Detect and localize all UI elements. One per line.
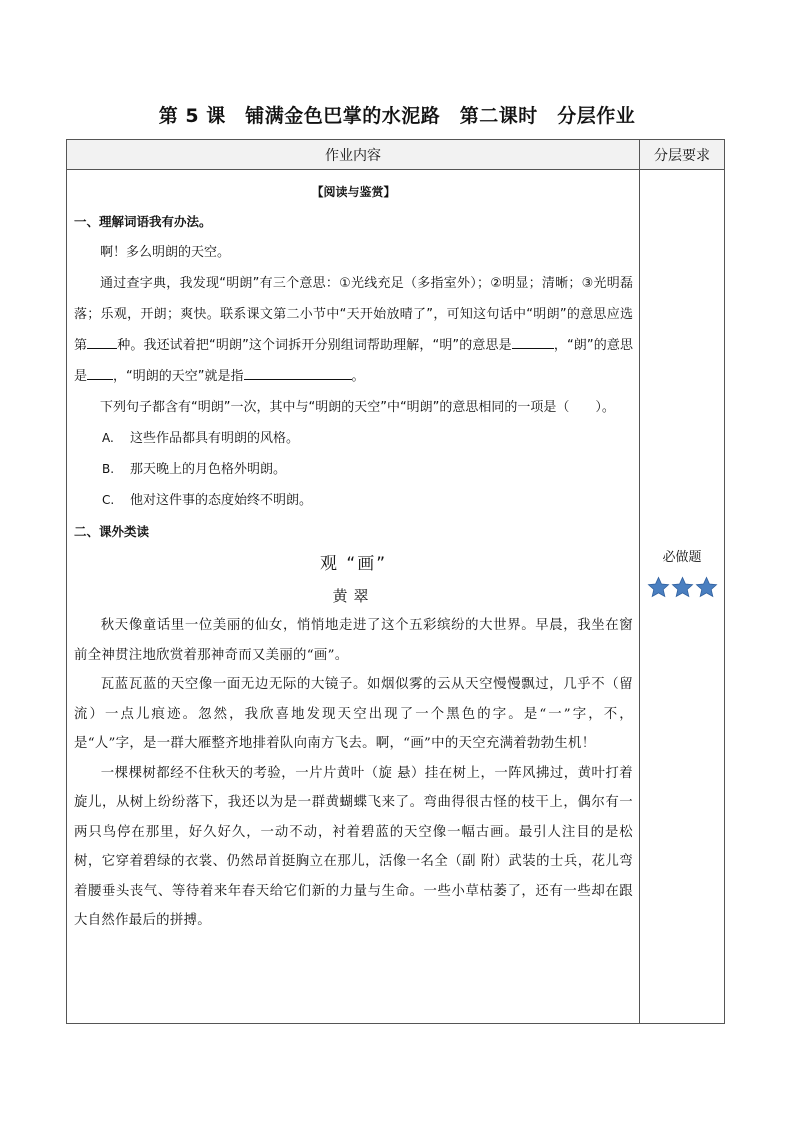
section2-title: 二、课外类读: [74, 524, 150, 539]
q1-text-b: 种。我还试着把“明朗”这个词拆开分别组词帮助理解，“明”的意思是: [117, 338, 512, 353]
example-sentence: 啊！多么明朗的天空。: [100, 245, 231, 260]
star-icon: [695, 576, 718, 599]
requirement-cell: [640, 170, 725, 1024]
article-author: 黄翠: [332, 587, 375, 605]
article-paragraph-3: 一棵棵树都经不住秋天的考验，一片片黄叶（旋 悬）挂在树上，一阵风拂过，黄叶打着旋儿，从树上纷纷落下，我还以为是一群黄蝴蝶飞来了。弯曲得很古怪的枝干上，偶尔有一两只鸟停在那里，好久好久，一动不动，衬着碧蓝的天空像一幅古画。最引人注目的是松树，它穿着碧绿的衣裳、仍然昂首挺胸立在那儿，活像一名全（副 附）武装的士兵，花儿弯着腰垂头丧气、等待着来年春天给它们新的力量与生命。一些小草枯萎了，还有一些却在跟大自然作最后的拼搏。: [74, 765, 633, 928]
option-c[interactable]: [74, 485, 633, 516]
article-paragraph-1: 秋天像童话里一位美丽的仙女，悄悄地走进了这个五彩缤纷的大世界。早晨，我坐在窗前全神贯注地欣赏着那神奇而又美丽的“画”。: [74, 618, 633, 663]
content-body: [67, 170, 639, 936]
option-key: B.: [102, 462, 115, 476]
q1-text-d: ，“明朗的天空”就是指: [113, 369, 244, 384]
option-key: C.: [102, 493, 115, 507]
page-title: 第 5 课 铺满金色巴掌的水泥路 第二课时 分层作业: [158, 105, 636, 127]
article-paragraph-2: 瓦蓝瓦蓝的天空像一面无边无际的大镜子。如烟似雾的云从天空慢慢飘过，几乎不（留 流）一点儿痕迹。忽然，我欣喜地发现天空出现了一个黑色的字。是“一”字，不，是“人”字，是一群大雁整齐地排着队向南方飞去。啊，“画”中的天空充满着勃勃生机！: [74, 677, 633, 751]
answer-blank-4[interactable]: [244, 365, 352, 380]
article-title: 观 “画”: [319, 554, 388, 574]
option-text: 这些作品都具有明朗的风格。: [130, 431, 300, 446]
q1-text-c: ，“朗”的意思是: [74, 338, 633, 384]
content-cell: [67, 170, 640, 1024]
star-icon: [647, 576, 670, 599]
q1-text-e: 。: [351, 369, 365, 384]
requirement-block: [640, 548, 724, 599]
difficulty-stars: [640, 576, 724, 599]
section-bracket-title: 【阅读与鉴赏】: [311, 185, 396, 199]
answer-blank-1[interactable]: [87, 334, 117, 349]
requirement-label: 必做题: [662, 550, 702, 565]
option-text: 那天晚上的月色格外明朗。: [130, 462, 287, 477]
table-body-row: [67, 170, 725, 1024]
option-text: 他对这件事的态度始终不明朗。: [130, 493, 313, 508]
q1-text-a: 通过查字典，我发现“明朗”有三个意思：①光线充足（多指室外）；②明显；清晰；③光明磊落；乐观，开朗；爽快。联系课文第二小节中“天开始放晴了”，可知这句话中“明朗”的意思应选第: [74, 276, 633, 353]
header-requirement: 分层要求: [640, 140, 725, 170]
homework-table: [66, 139, 725, 1024]
option-b[interactable]: [74, 454, 633, 485]
header-content: 作业内容: [67, 140, 640, 170]
star-icon: [671, 576, 694, 599]
question-paragraph-2: 下列句子都含有“明朗”一次，其中与“明朗的天空”中“明朗”的意思相同的一项是（ ）。: [100, 400, 615, 415]
option-a[interactable]: [74, 423, 633, 454]
answer-blank-2[interactable]: [512, 334, 554, 349]
option-key: A.: [102, 431, 114, 445]
answer-blank-3[interactable]: [87, 365, 113, 380]
table-header-row: [67, 140, 725, 170]
question-paragraph-1: [74, 268, 633, 392]
section1-title: 一、理解词语我有办法。: [74, 214, 212, 229]
